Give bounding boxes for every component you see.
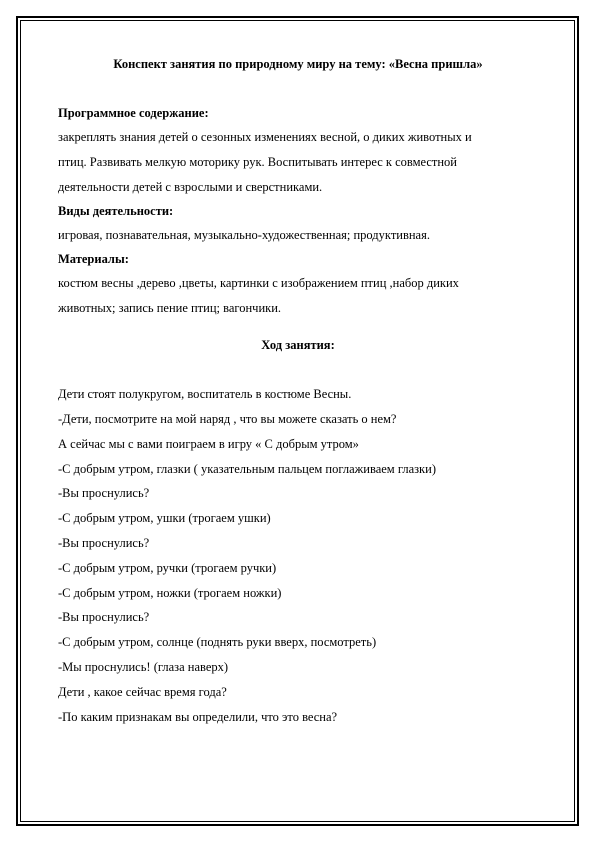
materials-heading: Материалы: (58, 252, 129, 267)
course-line: -Мы проснулись! (глаза наверх) (58, 659, 229, 674)
activities-text: игровая, познавательная, музыкально-художественная; продуктивная. (58, 228, 430, 243)
course-line: -С добрым утром, ушки (трогаем ушки) (58, 511, 271, 526)
course-line: -Дети, посмотрите на мой наряд , что вы можете сказать о нем? (58, 411, 397, 426)
course-line: -С добрым утром, солнце (поднять руки вверх, посмотреть) (58, 635, 377, 650)
course-line: -По каким признакам вы определили, что это весна? (58, 709, 338, 724)
program-text (58, 129, 538, 196)
course-line: -Вы проснулись? (58, 610, 150, 625)
course-line: -С добрым утром, глазки ( указательным пальцем поглаживаем глазки) (58, 461, 436, 476)
course-line: -Вы проснулись? (58, 486, 150, 501)
activities-heading: Виды деятельности: (58, 204, 174, 219)
course-text (58, 386, 538, 725)
course-line: А сейчас мы с вами поиграем в игру « С добрым утром» (58, 436, 359, 451)
course-line: Дети стоят полукругом, воспитатель в костюме Весны. (58, 387, 352, 402)
course-line: -С добрым утром, ручки (трогаем ручки) (58, 560, 277, 575)
document-body (58, 56, 538, 733)
document-title: Конспект занятия по природному миру на тему: «Весна пришла» (113, 57, 483, 71)
program-line: закреплять знания детей о сезонных изменениях весной, о диких животных и (58, 130, 472, 144)
program-heading: Программное содержание: (58, 106, 209, 120)
course-heading: Ход занятия: (261, 338, 335, 353)
program-line: птиц. Развивать мелкую моторику рук. Воспитывать интерес к совместной (58, 154, 457, 169)
materials-line: животных; запись пение птиц; вагончики. (58, 301, 282, 316)
program-line: деятельности детей с взрослыми и сверстниками. (58, 179, 323, 194)
course-line: -С добрым утром, ножки (трогаем ножки) (58, 585, 282, 600)
materials-text (58, 275, 538, 317)
course-line: -Вы проснулись? (58, 535, 150, 550)
materials-line: костюм весны ,дерево ,цветы, картинки с изображением птиц ,набор диких (58, 276, 459, 291)
course-line: Дети , какое сейчас время года? (58, 684, 227, 699)
